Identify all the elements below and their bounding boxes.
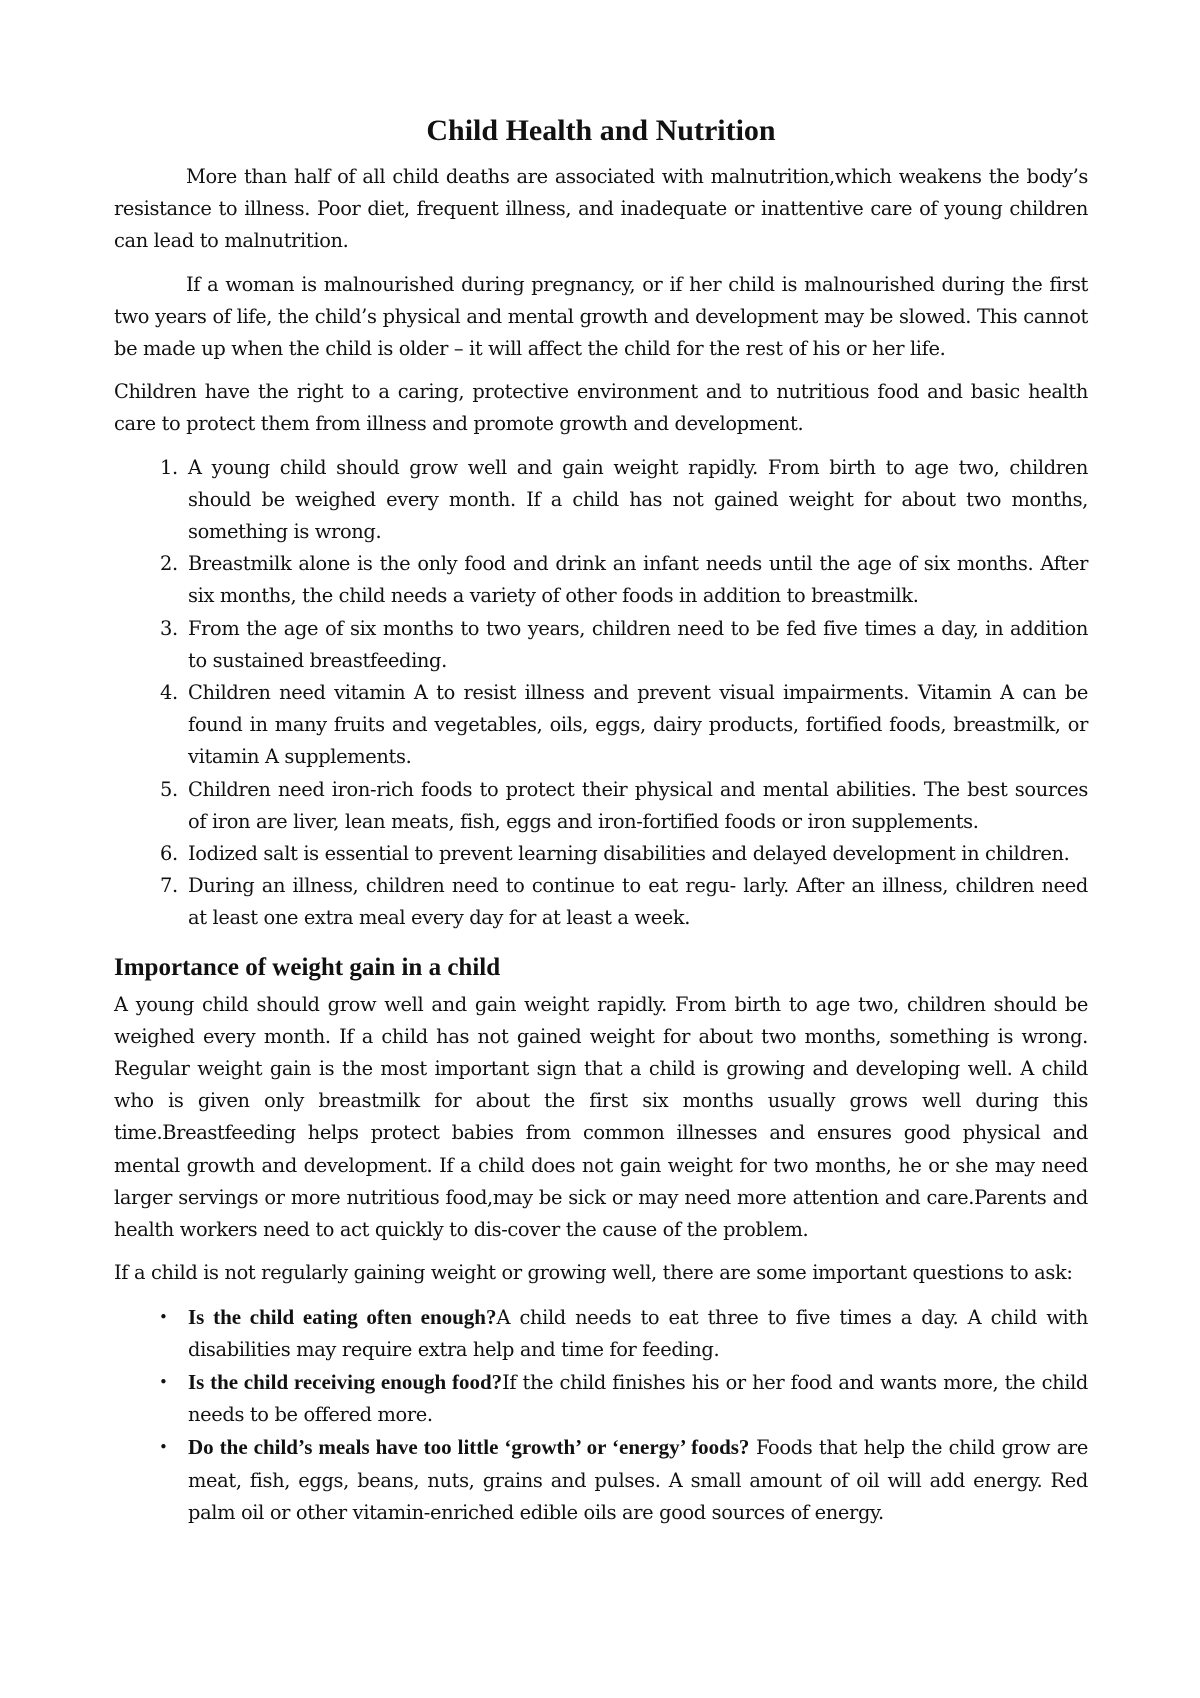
answer-text: If the child finishes his or her food and wants more, the child needs to be offered more. <box>188 1370 1088 1427</box>
question-text: Is the child receiving enough food? <box>188 1369 503 1394</box>
list-item-number: 5. <box>160 777 178 801</box>
list-item-number: 4. <box>160 681 178 705</box>
intro-paragraph-2: If a woman is malnourished during pregnancy, or if her child is malnourished during the first two years of life, the child’s physical and mental growth and development may be slowed. This cannot be made up when the child is older – it will affect the child for the rest of his or her life. <box>114 272 1088 361</box>
question-item <box>114 1301 1088 1366</box>
list-item-text: A young child should grow well and gain weight rapidly. From birth to age two, children should be weighed every month. If a child has not gained weight for about two months, something is wrong. <box>188 455 1088 544</box>
question-item <box>114 1431 1088 1529</box>
document-content <box>114 113 1088 1529</box>
questions-intro: If a child is not regularly gaining weight or growing well, there are some important questions to ask: <box>114 1261 1073 1285</box>
list-item <box>114 548 1088 612</box>
list-item <box>114 677 1088 774</box>
list-item-text: Iodized salt is essential to prevent learning disabilities and delayed development in children. <box>188 842 1070 866</box>
answer-text: Foods that help the child grow are meat, fish, eggs, beans, nuts, grains and pulses. A small amount of oil will add energy. Red palm oil or other vitamin-enriched edible oils are good sources of energy. <box>188 1436 1088 1524</box>
list-item-text: During an illness, children need to continue to eat regu- larly. After an illness, children need at least one extra meal every day for at least a week. <box>188 874 1088 930</box>
question-item <box>114 1366 1088 1431</box>
answer-text: A child needs to eat three to five times a day. A child with disabilities may require extra help and time for feeding. <box>188 1305 1088 1361</box>
list-item-number: 3. <box>160 616 178 640</box>
list-item <box>114 774 1088 838</box>
bullet-icon: • <box>159 1307 168 1326</box>
numbered-list <box>114 452 1088 935</box>
section-heading: Importance of weight gain in a child <box>114 953 501 981</box>
list-item <box>114 870 1088 934</box>
list-item-text: Breastmilk alone is the only food and drink an infant needs until the age of six months. After six months, the child needs a variety of other foods in addition to breastmilk. <box>188 552 1088 608</box>
list-item-number: 1. <box>160 455 178 479</box>
list-item-text: Children need vitamin A to resist illness and prevent visual impairments. Vitamin A can be found in many fruits and vegetables, oils, eggs, dairy products, fortified foods, breastmilk, or vitamin A supplements. <box>188 681 1088 769</box>
page-title: Child Health and Nutrition <box>426 114 776 147</box>
list-item <box>114 613 1088 677</box>
section-paragraph: A young child should grow well and gain weight rapidly. From birth to age two, children should be weighed every month. If a child has not gained weight for about two months, something is wrong. Regular weight gain is the most important sign that a child is growing and developing well. A child who is given only breastmilk for about the first six months usually grows well during this time.Breastfeeding helps protect babies from common illnesses and ensures good physical and mental growth and development. If a child does not gain weight for two months, he or she may need larger servings or more nutritious food,may be sick or may need more attention and care.Parents and health workers need to act quickly to dis-cover the cause of the problem. <box>114 992 1088 1242</box>
list-item-text: Children need iron-rich foods to protect their physical and mental abilities. The best sources of iron are liver, lean meats, fish, eggs and iron-fortified foods or iron supplements. <box>188 777 1088 833</box>
bullet-icon: • <box>159 1372 168 1391</box>
question-text: Is the child eating often enough? <box>188 1304 497 1329</box>
list-item-number: 2. <box>160 552 178 576</box>
rights-paragraph: Children have the right to a caring, protective environment and to nutritious food and basic health care to protect them from illness and promote growth and development. <box>114 380 1088 436</box>
list-item-text: From the age of six months to two years, children need to be fed five times a day, in addition to sustained breastfeeding. <box>188 616 1088 672</box>
questions-list <box>114 1301 1088 1529</box>
intro-paragraph-1: More than half of all child deaths are associated with malnutrition,which weakens the body’s resistance to illness. Poor diet, frequent illness, and inadequate or inattentive care of young children can lead to malnutrition. <box>114 165 1088 253</box>
list-item-number: 7. <box>160 874 178 898</box>
list-item <box>114 452 1088 549</box>
list-item <box>114 838 1088 870</box>
question-text: Do the child’s meals have too little ‘growth’ or ‘energy’ foods? <box>188 1435 750 1460</box>
list-item-number: 6. <box>160 842 178 866</box>
bullet-icon: • <box>159 1438 168 1457</box>
